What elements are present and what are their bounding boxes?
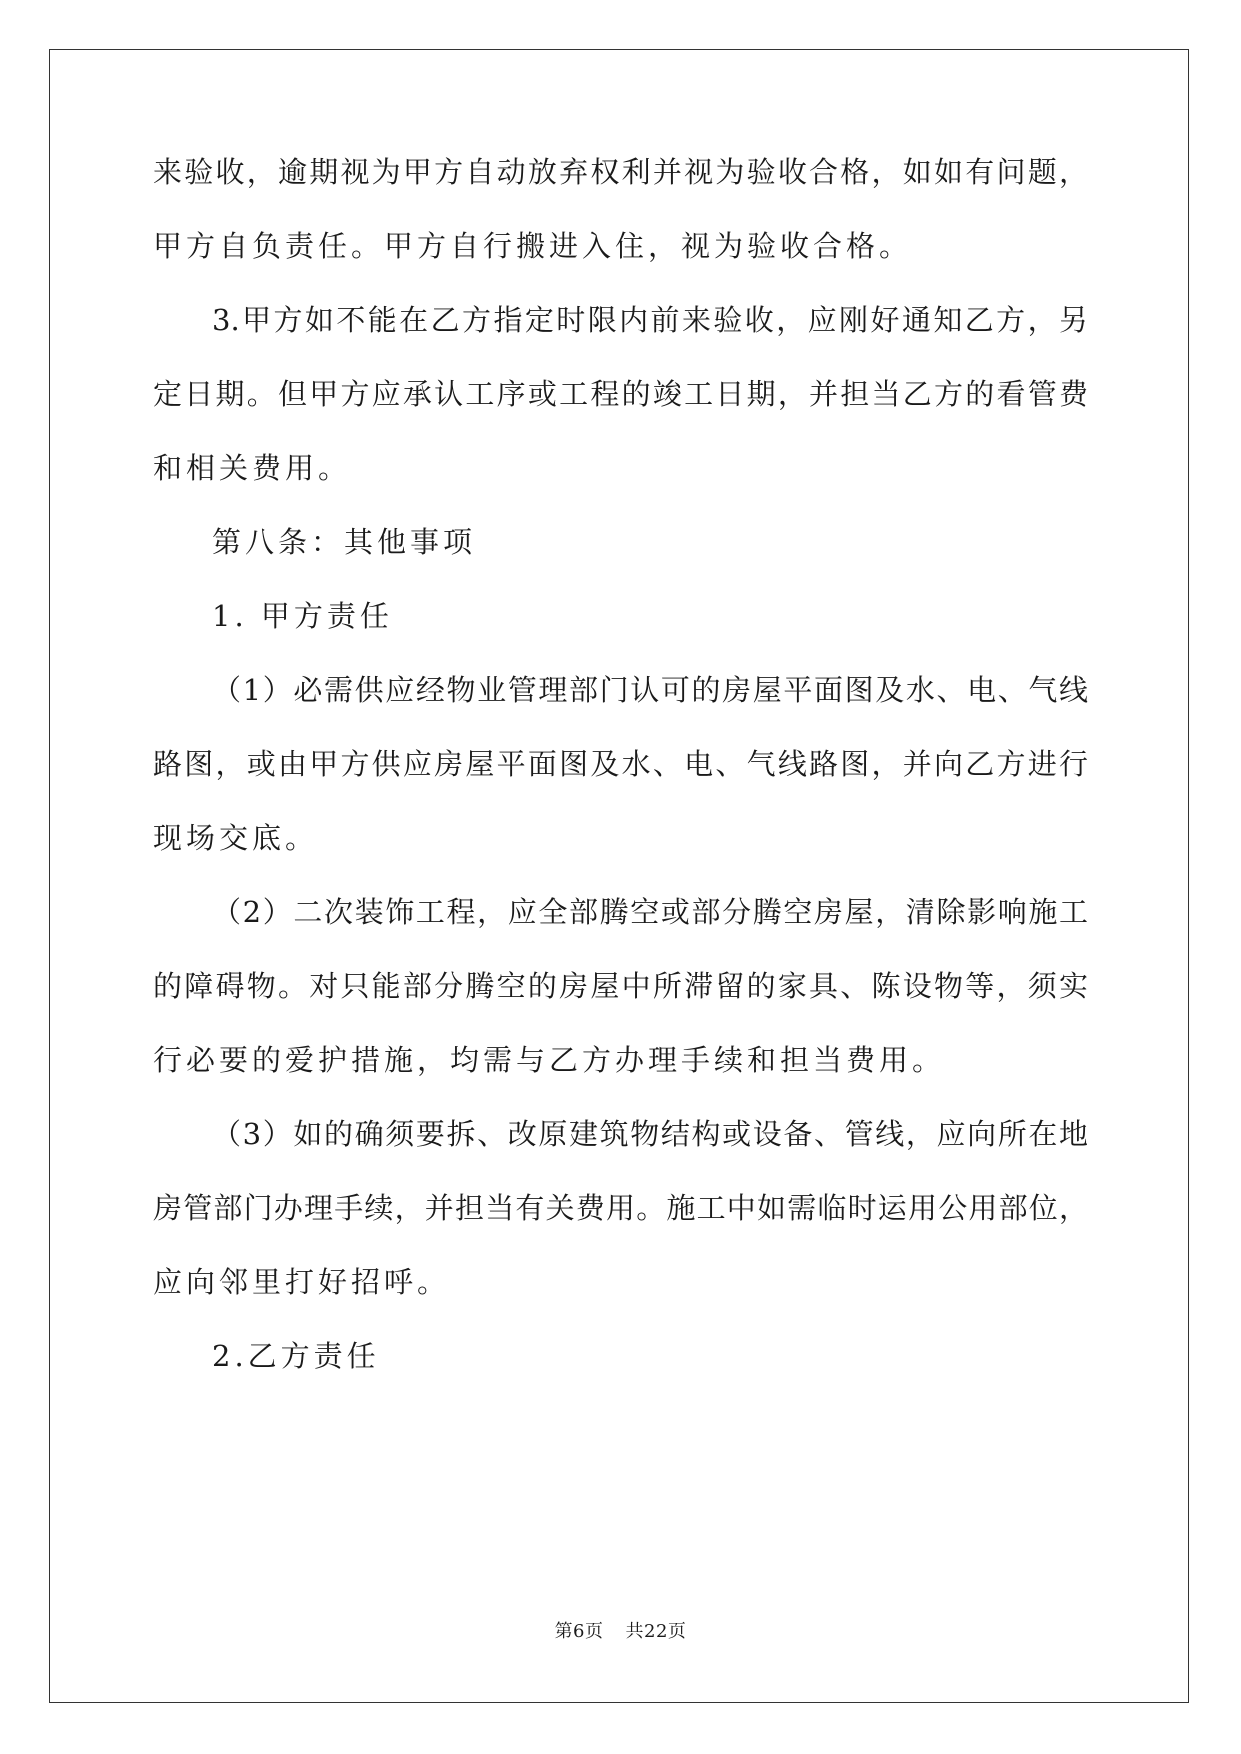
page-footer (0, 1620, 1241, 1644)
paragraph-line: 房管部门办理手续，并担当有关费用。施工中如需临时运用公用部位， (153, 1191, 1088, 1225)
paragraph-line: 甲方自负责任。甲方自行搬进入住，视为验收合格。 (153, 229, 913, 263)
paragraph-line: 路图，或由甲方供应房屋平面图及水、电、气线路图，并向乙方进行 (153, 747, 1088, 781)
paragraph-line: 定日期。但甲方应承认工序或工程的竣工日期，并担当乙方的看管费 (153, 377, 1088, 411)
paragraph-line: 来验收，逾期视为甲方自动放弃权利并视为验收合格，如如有问题， (153, 155, 1088, 189)
paragraph-line: 行必要的爱护措施，均需与乙方办理手续和担当费用。 (153, 1043, 946, 1077)
section-heading: 1. 甲方责任 (212, 599, 393, 633)
page-total: 共22页 (625, 1621, 687, 1642)
paragraph-line: 3.甲方如不能在乙方指定时限内前来验收，应刚好通知乙方，另 (212, 303, 1088, 337)
paragraph-line: （2）二次装饰工程，应全部腾空或部分腾空房屋，清除影响施工 (212, 895, 1088, 929)
paragraph-line: 应向邻里打好招呼。 (153, 1265, 451, 1299)
section-heading: 2.乙方责任 (212, 1339, 380, 1373)
page-number: 第6页 (554, 1621, 604, 1642)
paragraph-line: 现场交底。 (153, 821, 319, 855)
paragraph-line: （1）必需供应经物业管理部门认可的房屋平面图及水、电、气线 (212, 673, 1088, 707)
paragraph-line: （3）如的确须要拆、改原建筑物结构或设备、管线，应向所在地 (212, 1117, 1088, 1151)
article-heading: 第八条：其他事项 (212, 525, 477, 559)
paragraph-line: 的障碍物。对只能部分腾空的房屋中所滞留的家具、陈设物等，须实 (153, 969, 1088, 1003)
page-border (49, 49, 1189, 1703)
paragraph-line: 和相关费用。 (153, 451, 352, 485)
